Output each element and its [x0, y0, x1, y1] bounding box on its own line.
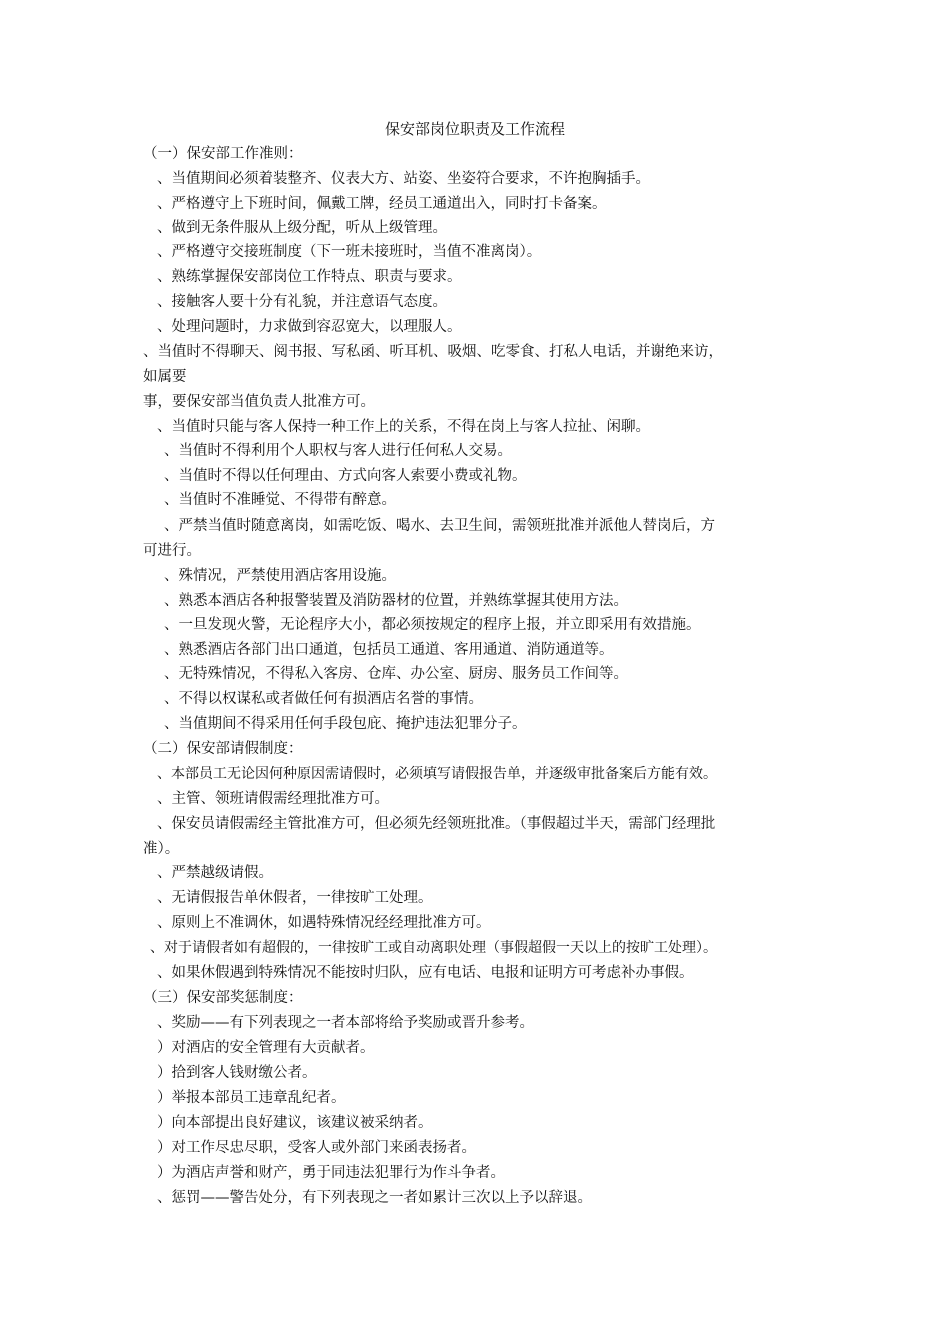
paragraph-line: ）对酒店的安全管理有大贡献者。 [157, 1040, 375, 1056]
paragraph-line: 、严禁越级请假。 [157, 865, 273, 881]
paragraph-line: 、惩罚——警告处分，有下列表现之一者如累计三次以上予以辞退。 [157, 1190, 592, 1206]
paragraph-line: ）为酒店声誉和财产，勇于同违法犯罪行为作斗争者。 [157, 1165, 505, 1181]
paragraph-line: 、熟悉本酒店各种报警装置及消防器材的位置，并熟练掌握其使用方法。 [164, 593, 628, 609]
paragraph-line: 、当值时不准睡觉、不得带有醉意。 [164, 492, 396, 508]
paragraph-line: 、当值时不得聊天、阅书报、写私函、听耳机、吸烟、吃零食、打私人电话，并谢绝来访， [143, 344, 723, 360]
paragraph-line: 、保安员请假需经主管批准方可，但必须先经领班批准。（事假超过半天，需部门经理批 [157, 816, 716, 832]
paragraph-line: 、接触客人要十分有礼貌，并注意语气态度。 [157, 294, 447, 310]
paragraph-line: 、无特殊情况，不得私入客房、仓库、办公室、厨房、服务员工作间等。 [164, 666, 628, 682]
paragraph-line: 、殊情况，严禁使用酒店客用设施。 [164, 568, 396, 584]
paragraph-line: 、当值时不得利用个人职权与客人进行任何私人交易。 [164, 443, 512, 459]
paragraph-line: 、熟练掌握保安部岗位工作特点、职责与要求。 [157, 269, 462, 285]
section-heading-1: （一）保安部工作准则： [143, 146, 303, 162]
paragraph-line: 、严格遵守交接班制度（下一班未接班时，当值不准离岗）。 [157, 244, 542, 260]
paragraph-line: ）对工作尽忠尽职，受客人或外部门来函表扬者。 [157, 1140, 476, 1156]
paragraph-line: 、严禁当值时随意离岗，如需吃饭、喝水、去卫生间，需领班批准并派他人替岗后，方 [164, 518, 715, 534]
section-heading-3: （三）保安部奖惩制度： [143, 990, 303, 1006]
paragraph-line: ）拾到客人钱财缴公者。 [157, 1065, 317, 1081]
paragraph-line: 、主管、领班请假需经理批准方可。 [157, 791, 389, 807]
paragraph-line: 事，要保安部当值负责人批准方可。 [143, 394, 375, 410]
paragraph-line: ）向本部提出良好建议，该建议被采纳者。 [157, 1115, 433, 1131]
paragraph-line: 、严格遵守上下班时间，佩戴工牌，经员工通道出入，同时打卡备案。 [157, 196, 607, 212]
paragraph-line: 如属要 [143, 369, 187, 385]
paragraph-line: 、当值时不得以任何理由、方式向客人索要小费或礼物。 [164, 468, 527, 484]
paragraph-line: 、无请假报告单休假者，一律按旷工处理。 [157, 890, 433, 906]
paragraph-line: 、原则上不准调休，如遇特殊情况经经理批准方可。 [157, 915, 491, 931]
paragraph-line: 、奖励——有下列表现之一者本部将给予奖励或晋升参考。 [157, 1015, 534, 1031]
document-title: 保安部岗位职责及工作流程 [384, 120, 565, 138]
paragraph-line: 、熟悉酒店各部门出口通道，包括员工通道、客用通道、消防通道等。 [164, 642, 614, 658]
paragraph-line: 、本部员工无论因何种原因需请假时，必须填写请假报告单，并逐级审批备案后方能有效。 [157, 766, 717, 782]
paragraph-line: 准）。 [143, 841, 180, 857]
paragraph-line: 、做到无条件服从上级分配，听从上级管理。 [157, 220, 447, 236]
paragraph-line: 、处理问题时，力求做到容忍宽大，以理服人。 [157, 319, 462, 335]
paragraph-line: 、一旦发现火警，无论程序大小，都必须按规定的程序上报，并立即采用有效措施。 [164, 617, 701, 633]
paragraph-line: 可进行。 [143, 543, 201, 559]
paragraph-line: ）举报本部员工违章乱纪者。 [157, 1090, 346, 1106]
paragraph-line: 、当值时只能与客人保持一种工作上的关系，不得在岗上与客人拉扯、闲聊。 [157, 419, 650, 435]
paragraph-line: 、当值期间不得采用任何手段包庇、掩护违法犯罪分子。 [164, 716, 527, 732]
section-heading-2: （二）保安部请假制度： [143, 741, 303, 757]
paragraph-line: 、如果休假遇到特殊情况不能按时归队，应有电话、电报和证明方可考虑补办事假。 [157, 965, 694, 981]
paragraph-line: 、当值期间必须着装整齐、仪表大方、站姿、坐姿符合要求，不许抱胸插手。 [157, 171, 650, 187]
paragraph-line: 、不得以权谋私或者做任何有损酒店名誉的事情。 [164, 691, 483, 707]
paragraph-line: 、对于请假者如有超假的，一律按旷工或自动离职处理（事假超假一天以上的按旷工处理）。 [150, 940, 717, 956]
